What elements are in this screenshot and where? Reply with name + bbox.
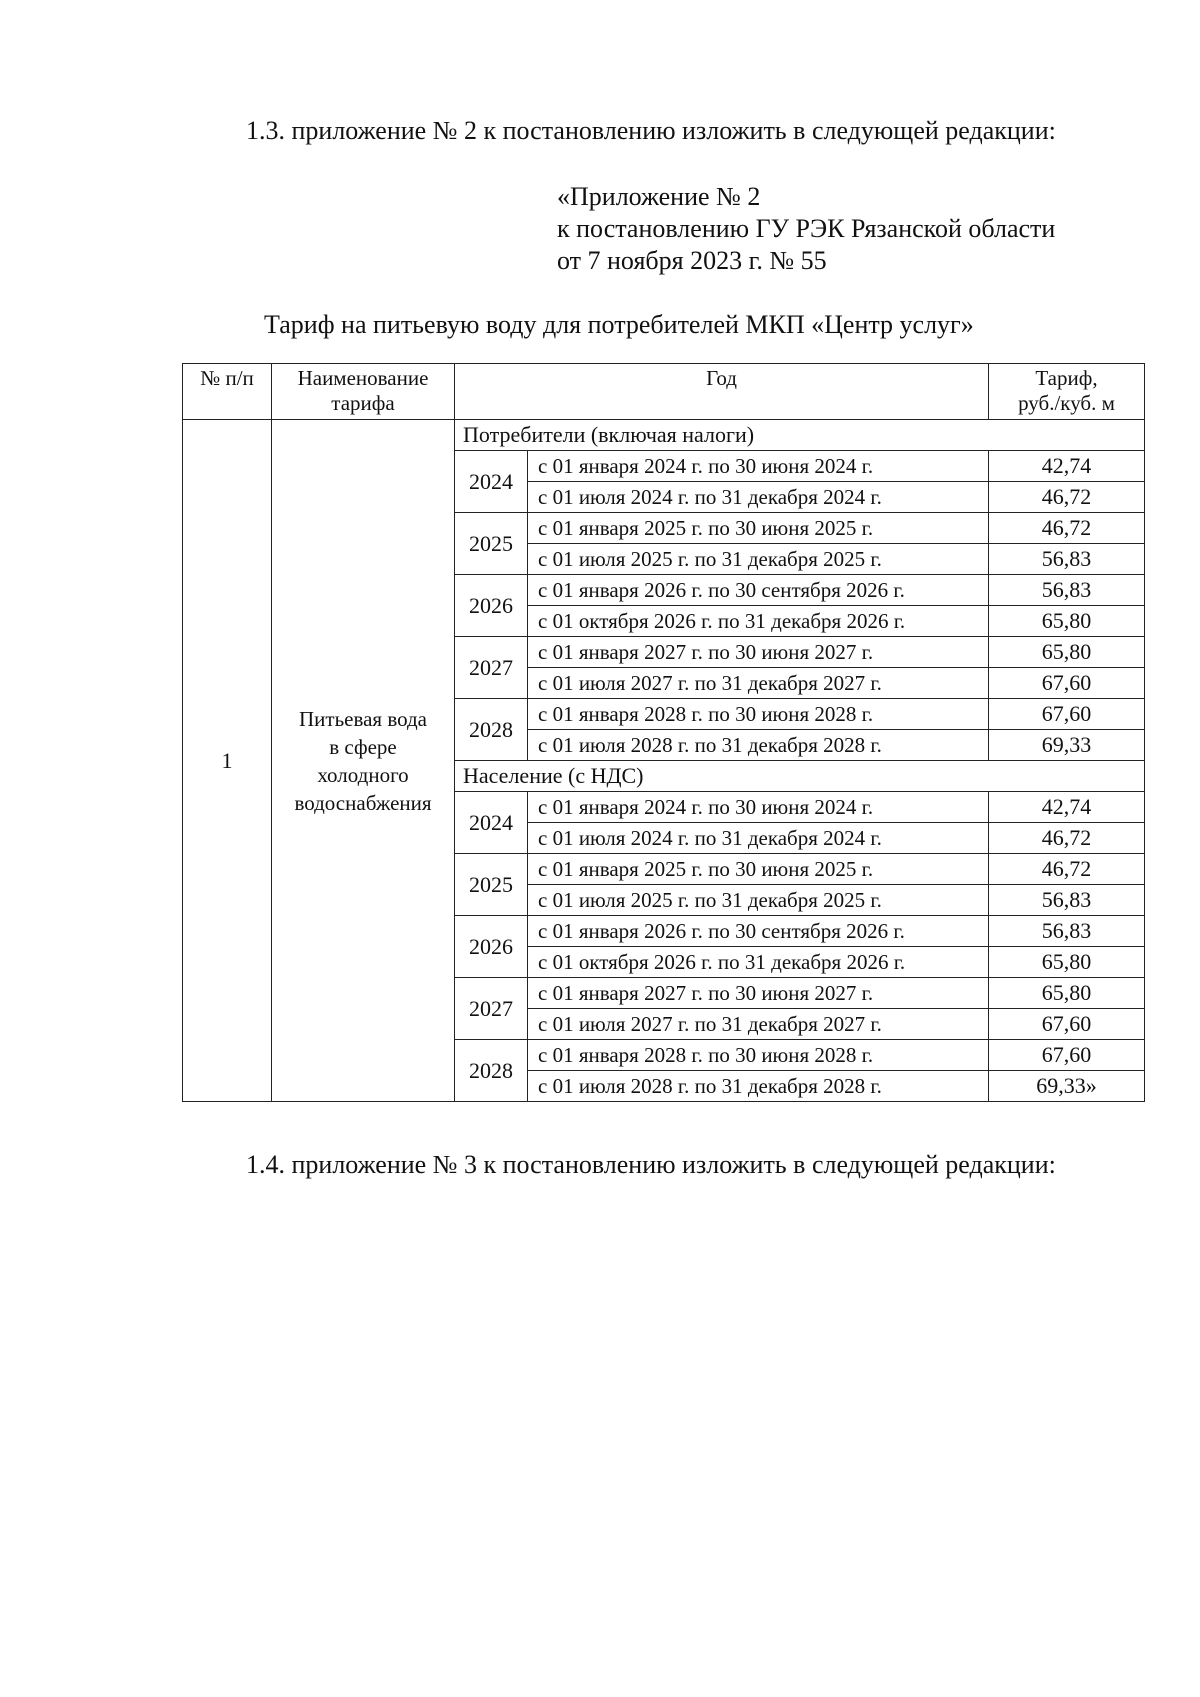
tariff-value: 69,33	[989, 730, 1145, 761]
appendix-line-3: от 7 ноября 2023 г. № 55	[557, 246, 827, 275]
period-cell: с 01 января 2024 г. по 30 июня 2024 г.	[528, 792, 989, 823]
appendix-reference	[557, 181, 1055, 277]
period-cell: с 01 октября 2026 г. по 31 декабря 2026 г.	[528, 606, 989, 637]
header-num: № п/п	[183, 364, 272, 420]
year-cell: 2024	[455, 792, 528, 854]
tariff-value: 67,60	[989, 1040, 1145, 1071]
tariff-value: 56,83	[989, 916, 1145, 947]
header-year: Год	[455, 364, 989, 420]
tariff-table	[182, 363, 1145, 1102]
tariff-value: 65,80	[989, 947, 1145, 978]
header-name	[272, 364, 455, 420]
appendix-line-1: «Приложение № 2	[557, 182, 761, 211]
row-number: 1	[183, 420, 272, 1102]
paragraph-1-4: 1.4. приложение № 3 к постановлению изложить в следующей редакции:	[246, 1150, 1056, 1179]
year-cell: 2028	[455, 699, 528, 761]
year-cell: 2028	[455, 1040, 528, 1102]
year-cell: 2025	[455, 854, 528, 916]
period-cell: с 01 января 2025 г. по 30 июня 2025 г.	[528, 513, 989, 544]
period-cell: с 01 июля 2027 г. по 31 декабря 2027 г.	[528, 668, 989, 699]
tariff-value: 56,83	[989, 885, 1145, 916]
header-tariff-line-2: руб./куб. м	[1018, 391, 1115, 415]
period-cell: с 01 июля 2028 г. по 31 декабря 2028 г.	[528, 1071, 989, 1102]
period-cell: с 01 января 2028 г. по 30 июня 2028 г.	[528, 699, 989, 730]
header-tariff	[989, 364, 1145, 420]
tariff-value: 46,72	[989, 823, 1145, 854]
tariff-value: 56,83	[989, 544, 1145, 575]
group-title: Население (с НДС)	[455, 761, 1145, 792]
header-name-line-1: Наименование	[297, 366, 429, 390]
paragraph-1-3: 1.3. приложение № 2 к постановлению изложить в следующей редакции:	[246, 116, 1056, 145]
group-row	[183, 420, 1145, 451]
period-cell: с 01 января 2027 г. по 30 июня 2027 г.	[528, 637, 989, 668]
year-cell: 2026	[455, 575, 528, 637]
period-cell: с 01 января 2024 г. по 30 июня 2024 г.	[528, 451, 989, 482]
period-cell: с 01 января 2026 г. по 30 сентября 2026 г.	[528, 916, 989, 947]
period-cell: с 01 июля 2024 г. по 31 декабря 2024 г.	[528, 823, 989, 854]
tariff-value: 67,60	[989, 699, 1145, 730]
year-cell: 2026	[455, 916, 528, 978]
period-cell: с 01 июля 2025 г. по 31 декабря 2025 г.	[528, 885, 989, 916]
tariff-value: 46,72	[989, 482, 1145, 513]
period-cell: с 01 июля 2027 г. по 31 декабря 2027 г.	[528, 1009, 989, 1040]
tariff-value: 56,83	[989, 575, 1145, 606]
tariff-name-line: холодного	[317, 762, 409, 787]
period-cell: с 01 октября 2026 г. по 31 декабря 2026 г.	[528, 947, 989, 978]
period-cell: с 01 января 2026 г. по 30 сентября 2026 г.	[528, 575, 989, 606]
tariff-name-line: в сфере	[329, 734, 397, 759]
tariff-value: 46,72	[989, 854, 1145, 885]
tariff-name-line: Питьевая вода	[298, 706, 428, 731]
year-cell: 2027	[455, 978, 528, 1040]
tariff-value: 67,60	[989, 1009, 1145, 1040]
tariff-value: 69,33»	[989, 1071, 1145, 1102]
period-cell: с 01 июля 2025 г. по 31 декабря 2025 г.	[528, 544, 989, 575]
tariff-value: 65,80	[989, 606, 1145, 637]
year-cell: 2027	[455, 637, 528, 699]
tariff-value: 42,74	[989, 792, 1145, 823]
header-name-line-2: тарифа	[331, 391, 395, 415]
period-cell: с 01 января 2028 г. по 30 июня 2028 г.	[528, 1040, 989, 1071]
year-cell: 2024	[455, 451, 528, 513]
appendix-line-2: к постановлению ГУ РЭК Рязанской области	[557, 214, 1056, 243]
year-cell: 2025	[455, 513, 528, 575]
tariff-value: 65,80	[989, 637, 1145, 668]
period-cell: с 01 января 2025 г. по 30 июня 2025 г.	[528, 854, 989, 885]
tariff-value: 46,72	[989, 513, 1145, 544]
tariff-name-line: водоснабжения	[294, 790, 432, 815]
tariff-name	[272, 420, 455, 1102]
period-cell: с 01 июля 2024 г. по 31 декабря 2024 г.	[528, 482, 989, 513]
period-cell: с 01 января 2027 г. по 30 июня 2027 г.	[528, 978, 989, 1009]
period-cell: с 01 июля 2028 г. по 31 декабря 2028 г.	[528, 730, 989, 761]
header-tariff-line-1: Тариф,	[1035, 366, 1098, 390]
group-title: Потребители (включая налоги)	[455, 420, 1145, 451]
tariff-value: 67,60	[989, 668, 1145, 699]
tariff-value: 65,80	[989, 978, 1145, 1009]
tariff-value: 42,74	[989, 451, 1145, 482]
table-title: Тариф на питьевую воду для потребителей МКП «Центр услуг»	[264, 310, 974, 339]
